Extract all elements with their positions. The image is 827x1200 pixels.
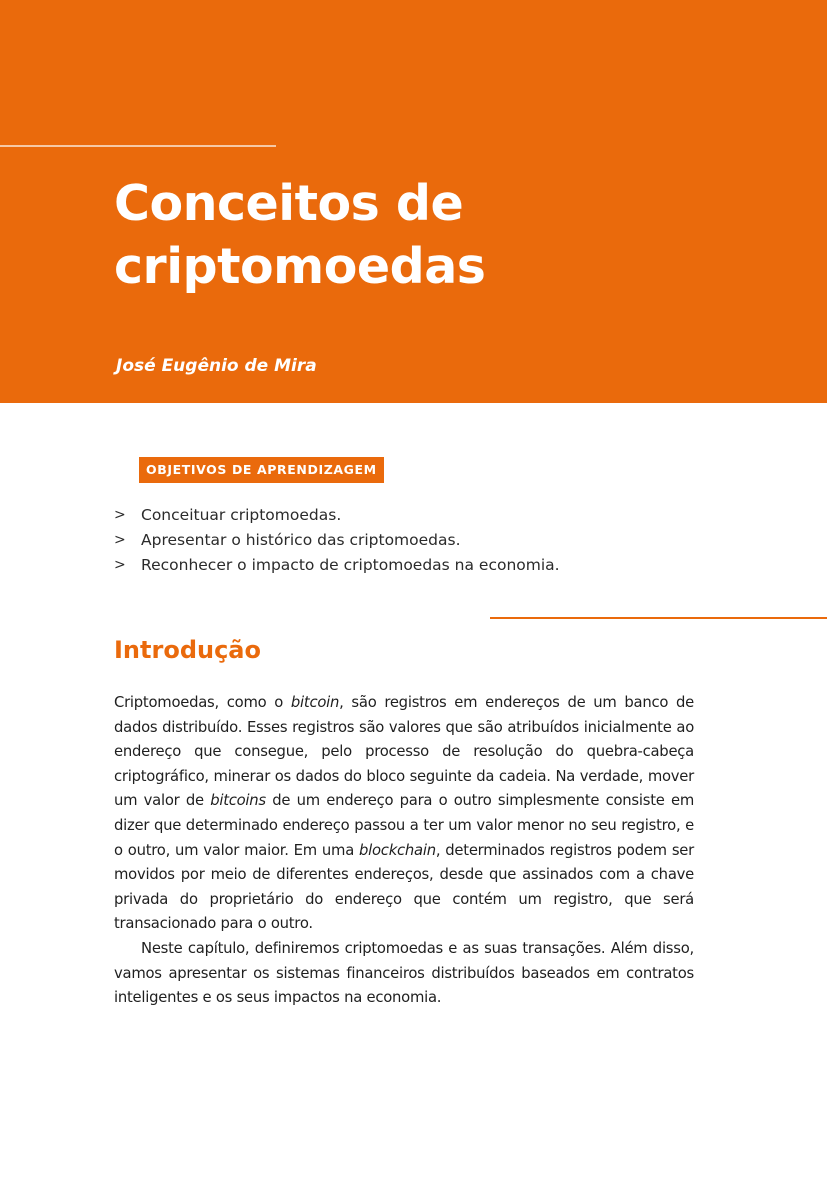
objective-item [114, 553, 560, 578]
chapter-author: José Eugênio de Mira [116, 356, 317, 376]
section-heading: Introdução [114, 636, 261, 664]
objective-text: Apresentar o histórico das criptomoedas. [141, 531, 461, 549]
chevron-right-icon: > [114, 507, 126, 523]
objective-text: Conceituar criptomoedas. [141, 506, 342, 524]
emphasis-term: blockchain [359, 841, 436, 859]
objectives-label: OBJETIVOS DE APRENDIZAGEM [139, 457, 384, 483]
objective-item [114, 503, 560, 528]
objectives-list [114, 503, 560, 578]
text-run: de um endereço para o outro simplesmente consiste em dizer que determinado endereço passou a ter um valor menor no seu registro, e o outro, um valor maior. Em uma [114, 792, 694, 859]
emphasis-term: bitcoin [290, 694, 340, 711]
text-run: , determinados registros podem ser movidos por meio de diferentes endereços, desde que assinados com a chave privada do proprietário do endereço que contém um registro, que será transacionado para o outro. [114, 841, 694, 933]
header-divider [0, 145, 276, 147]
intro-paragraph-2: Neste capítulo, definiremos criptomoedas e as suas transações. Além disso, vamos apresentar os sistemas financeiros distribuídos baseados em contratos inteligentes e os seus impactos na economia. [114, 939, 694, 1007]
objective-text: Reconhecer o impacto de criptomoedas na economia. [141, 556, 560, 574]
chapter-title [114, 172, 754, 298]
text-run: Criptomoedas, como o [114, 694, 291, 711]
chevron-right-icon: > [114, 557, 126, 573]
chapter-header-band [0, 0, 827, 403]
section-divider [490, 617, 827, 619]
objective-item [114, 528, 560, 553]
text-run: , são registros em endereços de um banco de dados distribuído. Esses registros são valores que são atribuídos inicialmente ao endereço que consegue, pelo processo de resolução do quebra-cabeça criptográfico, minerar os dados do bloco seguinte da cadeia. Na verdade, mover um valor de [114, 694, 694, 810]
emphasis-term: bitcoins [210, 792, 266, 810]
section-body [114, 691, 694, 1011]
chevron-right-icon: > [114, 532, 126, 548]
intro-paragraph-1 [114, 691, 694, 937]
chapter-title-line-1: Conceitos de [114, 175, 464, 232]
chapter-title-line-2: criptomoedas [114, 238, 486, 295]
